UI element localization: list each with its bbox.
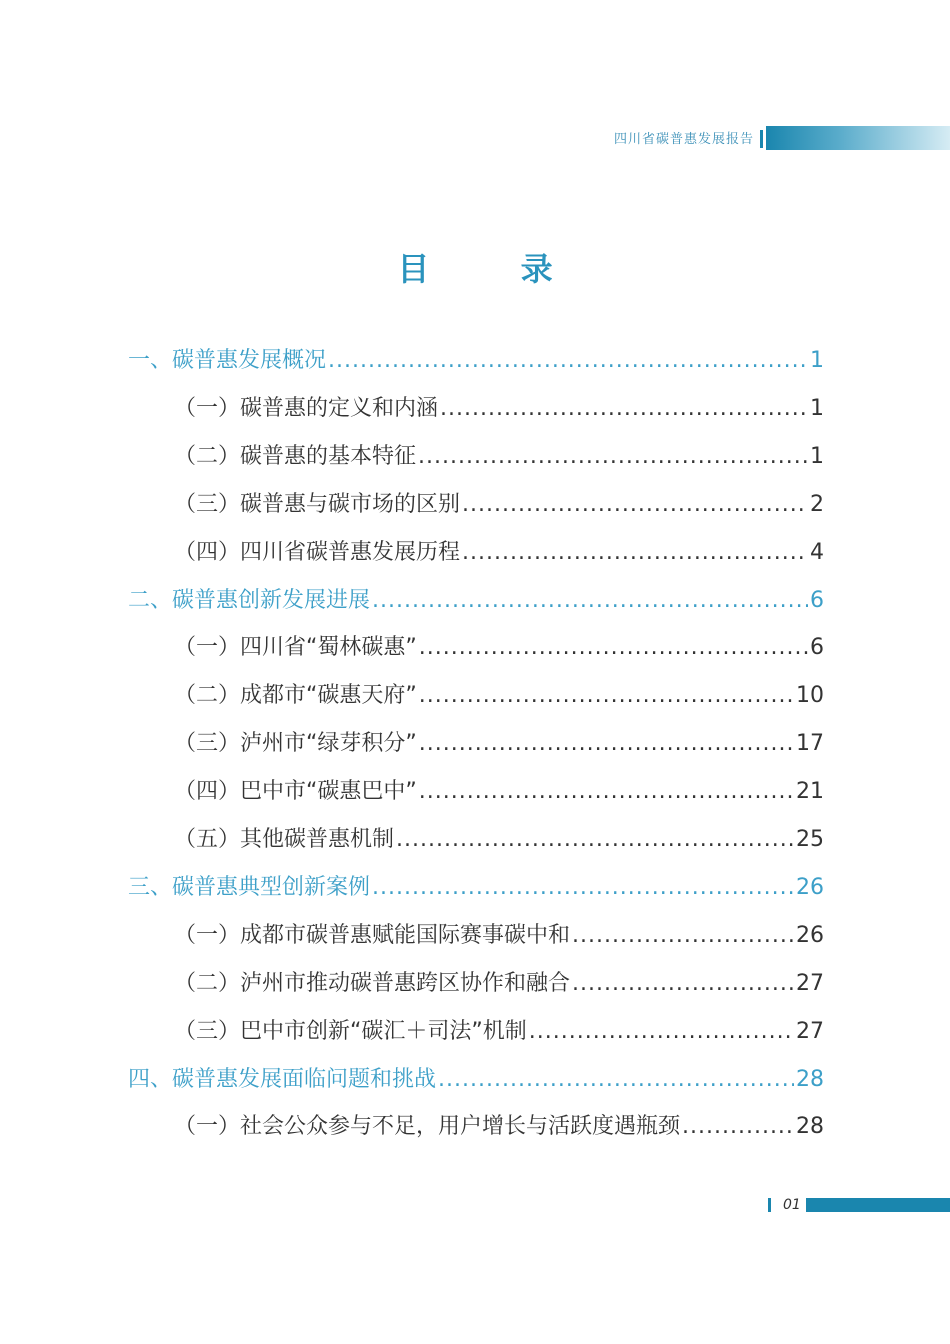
- toc-leader-dots: [372, 586, 808, 616]
- toc-entry-label: （二）碳普惠的基本特征: [174, 443, 417, 469]
- toc-entry-label: （三）泸州市“绿芽积分”: [174, 731, 417, 757]
- toc-entry-label: 一、碳普惠发展概况: [128, 348, 327, 373]
- toc-leader-dots: [438, 1065, 794, 1095]
- toc-entry-page: 1: [810, 443, 824, 469]
- toc-entry-page: 6: [810, 635, 824, 661]
- toc-leader-dots: [419, 633, 808, 663]
- toc-entry-label: （一）四川省“蜀林碳惠”: [174, 635, 417, 661]
- toc-leader-dots: [396, 825, 794, 855]
- toc-entry[interactable]: [128, 346, 824, 376]
- page-number: 01: [783, 1197, 801, 1213]
- toc-entry-page: 28: [796, 1114, 824, 1140]
- toc-entry[interactable]: [174, 633, 824, 663]
- toc-entry[interactable]: [174, 681, 824, 711]
- toc-entry-label: （三）巴中市创新“碳汇＋司法”机制: [174, 1018, 527, 1044]
- toc-leader-dots: [572, 969, 794, 999]
- toc-entry-page: 17: [796, 731, 824, 757]
- header-tick: [760, 130, 763, 148]
- toc-entry-page: 1: [810, 348, 824, 373]
- toc-entry[interactable]: [128, 873, 824, 903]
- toc-entry[interactable]: [128, 1065, 824, 1095]
- toc-entry-label: 二、碳普惠创新发展进展: [128, 587, 371, 613]
- toc-leader-dots: [419, 729, 794, 759]
- toc-entry[interactable]: [174, 825, 824, 855]
- toc-entry-page: 1: [810, 395, 824, 421]
- toc-leader-dots: [419, 681, 794, 711]
- toc-leader-dots: [419, 777, 794, 807]
- toc-entry[interactable]: [128, 586, 824, 616]
- toc-entry-page: 2: [810, 491, 824, 517]
- toc-entry[interactable]: [174, 1112, 824, 1142]
- toc-entry-label: （一）成都市碳普惠赋能国际赛事碳中和: [174, 922, 571, 948]
- toc-entry-page: 21: [796, 779, 824, 805]
- toc-leader-dots: [462, 538, 808, 568]
- toc-entry-label: 三、碳普惠典型创新案例: [128, 874, 371, 900]
- toc-entry[interactable]: [174, 394, 824, 424]
- toc-entry[interactable]: [174, 490, 824, 520]
- toc-leader-dots: [372, 873, 794, 903]
- toc-leader-dots: [328, 346, 808, 376]
- toc-entry-page: 26: [796, 874, 824, 900]
- toc-leader-dots: [529, 1017, 794, 1047]
- toc-entry-label: 四、碳普惠发展面临问题和挑战: [128, 1066, 437, 1092]
- toc-entry-page: 10: [796, 683, 824, 709]
- toc-entry-label: （二）成都市“碳惠天府”: [174, 683, 417, 709]
- toc-entry[interactable]: [174, 969, 824, 999]
- toc-entry-label: （三）碳普惠与碳市场的区别: [174, 491, 461, 517]
- toc-entry-page: 26: [796, 922, 824, 948]
- toc-entry-page: 4: [810, 539, 824, 565]
- toc-entry-page: 6: [810, 587, 824, 613]
- toc-entry-page: 28: [796, 1066, 824, 1092]
- toc-entry-label: （一）碳普惠的定义和内涵: [174, 395, 439, 421]
- toc-entry[interactable]: [174, 921, 824, 951]
- toc-leader-dots: [572, 921, 794, 951]
- toc-title: 目 录: [397, 250, 593, 288]
- toc-entry-page: 25: [796, 827, 824, 852]
- toc-leader-dots: [682, 1112, 794, 1142]
- toc-entry[interactable]: [174, 729, 824, 759]
- footer-tick: [768, 1198, 771, 1212]
- toc-entry-label: （五）其他碳普惠机制: [174, 827, 395, 852]
- header-title: 四川省碳普惠发展报告: [613, 132, 754, 147]
- toc-leader-dots: [440, 394, 808, 424]
- toc-leader-dots: [418, 442, 808, 472]
- toc-entry-label: （一）社会公众参与不足，用户增长与活跃度遇瓶颈: [174, 1114, 681, 1140]
- toc-entry[interactable]: [174, 442, 824, 472]
- toc-entry-label: （二）泸州市推动碳普惠跨区协作和融合: [174, 970, 571, 996]
- toc-entry-page: 27: [796, 970, 824, 996]
- header-bar: [766, 126, 950, 150]
- toc-entry[interactable]: [174, 538, 824, 568]
- toc-leader-dots: [462, 490, 808, 520]
- footer-bar: [806, 1198, 950, 1212]
- toc-entry-label: （四）四川省碳普惠发展历程: [174, 539, 461, 565]
- toc-entry[interactable]: [174, 777, 824, 807]
- toc-entry-label: （四）巴中市“碳惠巴中”: [174, 779, 417, 805]
- toc-entry[interactable]: [174, 1017, 824, 1047]
- toc-entry-page: 27: [796, 1018, 824, 1044]
